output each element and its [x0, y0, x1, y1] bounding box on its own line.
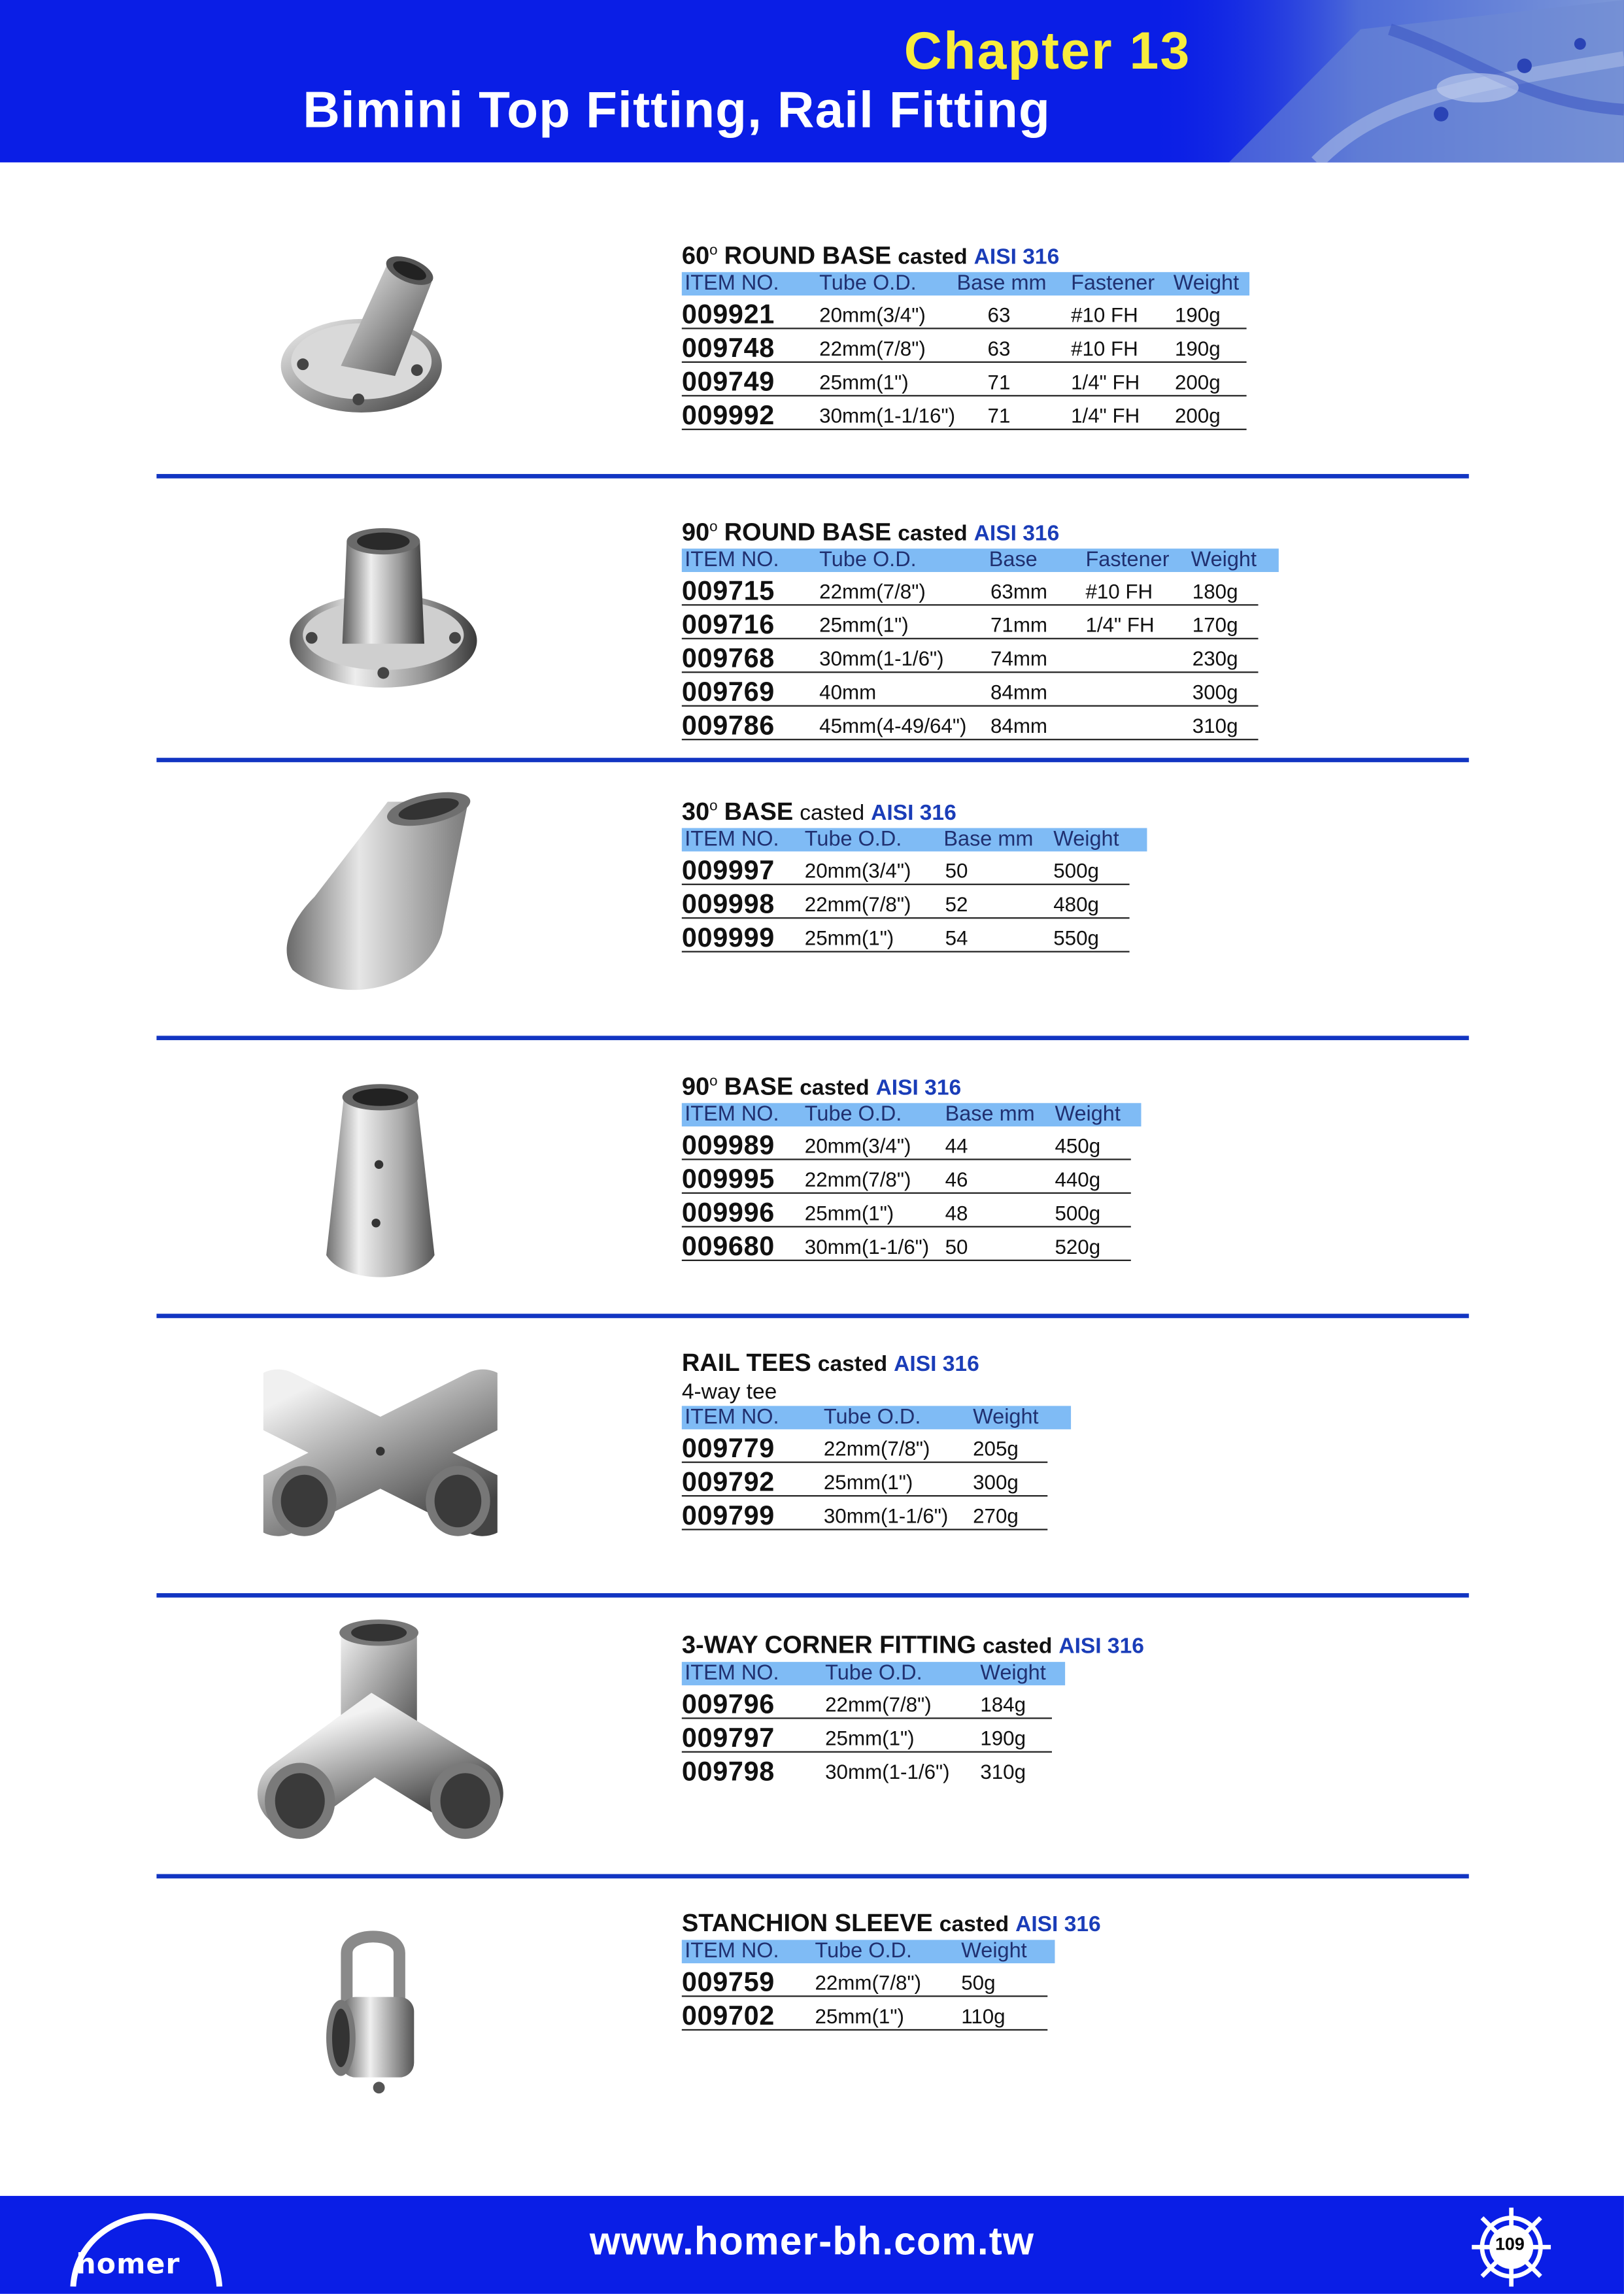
3-way-corner-fitting-photo [256, 1618, 505, 1849]
chapter-header [0, 0, 1624, 162]
table-row: 009997 20mm(3/4") 50 500g [682, 852, 1130, 885]
table-row: 009702 25mm(1") 110g [682, 1997, 1047, 2031]
table-row: 009799 30mm(1-1/6") 270g [682, 1496, 1047, 1530]
table-header: ITEM NO. Tube O.D. Weight [682, 1406, 1071, 1430]
section-title: STANCHION SLEEVE casted AISI 316 [681, 1909, 1101, 1937]
page-number: 109 [1495, 2234, 1525, 2255]
section-30-base [682, 794, 1150, 953]
section-title: 90$^o$ BASE casted AISI 316 [681, 1073, 962, 1101]
90-base-photo [314, 1079, 446, 1284]
table-row: 009995 22mm(7/8") 46 440g [682, 1160, 1131, 1194]
table-row: 009748 22mm(7/8") 63 #10 FH 190g [682, 329, 1247, 363]
table-header: ITEM NO. Tube O.D. Base mm Weight [682, 1104, 1142, 1127]
table-row: 009798 30mm(1-1/6") 310g [681, 1755, 1026, 1787]
table-row: 009996 25mm(1") 48 500g [682, 1194, 1131, 1228]
table-header: ITEM NO. Tube O.D. Base Fastener Weight [682, 549, 1279, 573]
section-title: 3-WAY CORNER FITTING casted AISI 316 [681, 1631, 1144, 1659]
30-base-photo [278, 787, 482, 999]
table-header: ITEM NO. Tube O.D. Base mm Weight [682, 828, 1147, 852]
section-title: 30$^o$ BASE casted AISI 316 [681, 798, 956, 826]
section-divider [156, 474, 1468, 479]
table-header: ITEM NO. Tube O.D. Base mm Fastener Weight [682, 273, 1249, 296]
section-90-base [682, 1070, 1150, 1262]
section-subtitle: 4-way tee [681, 1379, 777, 1405]
table-row: 009715 22mm(7/8") 63mm #10 FH 180g [682, 573, 1259, 606]
table-row: 009768 30mm(1-1/6") 74mm 230g [682, 640, 1259, 673]
table-row: 009998 22mm(7/8") 52 480g [682, 886, 1130, 919]
table-header: ITEM NO. Tube O.D. Weight [682, 1940, 1055, 1963]
website-url[interactable]: www.homer-bh.com.tw [589, 2219, 1035, 2263]
logo-text: homer [76, 2248, 180, 2281]
section-divider [156, 1314, 1468, 1319]
table-row: 009680 30mm(1-1/6") 50 520g [682, 1228, 1131, 1261]
section-divider [156, 1036, 1468, 1040]
table-header: ITEM NO. Tube O.D. Weight [682, 1662, 1065, 1685]
section-title: 60$^o$ ROUND BASE casted AISI 316 [681, 241, 1060, 270]
table-row: 009786 45mm(4-49/64") 84mm 310g [682, 707, 1259, 741]
page-footer [0, 2196, 1624, 2294]
stanchion-sleeve-photo [314, 1924, 431, 2100]
chapter-number: Chapter 13 [904, 20, 1191, 81]
section-stanchion-sleeve [682, 1911, 1121, 2031]
table-row: 009759 22mm(7/8") 50g [682, 1963, 1047, 1997]
section-title: 90$^o$ ROUND BASE casted AISI 316 [681, 518, 1060, 547]
table-row: 009749 25mm(1") 71 1/4" FH 200g [682, 363, 1247, 397]
table-row: 009792 25mm(1") 300g [682, 1463, 1047, 1496]
table-row: 009999 25mm(1") 54 550g [682, 919, 1130, 953]
section-divider [156, 1593, 1468, 1598]
section-rail-tees [682, 1350, 1092, 1530]
section-title: RAIL TEES casted AISI 316 [681, 1349, 979, 1377]
table-row: 009797 25mm(1") 190g [682, 1719, 1052, 1752]
table-row: 009921 20mm(3/4") 63 #10 FH 190g [682, 296, 1247, 329]
section-60-round-base [682, 239, 1249, 431]
section-divider [156, 1874, 1468, 1879]
table-row: 009992 30mm(1-1/16") 71 1/4" FH 200g [682, 397, 1247, 430]
rail-tee-photo [263, 1358, 498, 1548]
table-row: 009989 20mm(3/4") 44 450g [682, 1127, 1131, 1160]
90-round-base-photo [285, 512, 482, 709]
rope-hardware-illustration [1141, 0, 1623, 162]
chapter-title: Bimini Top Fitting, Rail Fitting [303, 82, 1051, 139]
section-90-round-base [682, 515, 1279, 741]
section-3-way-corner-fitting [682, 1632, 1209, 1785]
table-row: 009779 22mm(7/8") 205g [682, 1429, 1047, 1462]
table-row: 009716 25mm(1") 71mm 1/4" FH 170g [682, 606, 1259, 639]
table-row: 009796 22mm(7/8") 184g [682, 1685, 1052, 1719]
section-divider [156, 758, 1468, 762]
table-row: 009769 40mm 84mm 300g [682, 673, 1259, 707]
60-round-base-photo [271, 241, 482, 424]
